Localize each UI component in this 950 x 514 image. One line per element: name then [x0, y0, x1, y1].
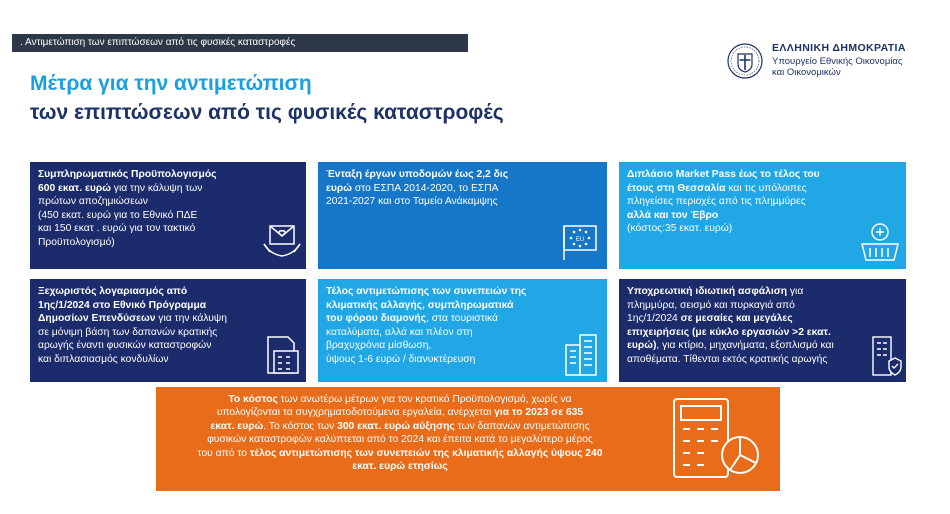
- eu-flag-icon: [560, 220, 600, 262]
- card7-text1: των ανωτέρω μέτρων για τον κρατικό Προϋπολογισμό, χωρίς να: [277, 394, 572, 405]
- card3-bold3: αλλά και τον Έβρο: [627, 209, 719, 221]
- card4-bold3: Δημοσίων Επενδύσεων: [38, 313, 156, 325]
- card3-bold2: έτους στη Θεσσαλία: [627, 182, 726, 194]
- card1-text5: Προϋπολογισμό): [38, 236, 115, 248]
- card7-bold3: εκατ. ευρώ: [210, 420, 264, 432]
- card4-bold2: 1ης/1/2024 στο Εθνικό Πρόγραμμα: [38, 299, 207, 311]
- card7-text5: φυσικών καταστροφών καλύπτεται από το 2024 και έπειτα κατά το μεγαλύτερο μέρος: [207, 434, 593, 446]
- logo-title: ΕΛΛΗΝΙΚΗ ΔΗΜΟΚΡΑΤΙΑ: [772, 42, 906, 54]
- card2-bold1: Ένταξη έργων υποδομών έως 2,2 δις: [326, 169, 509, 180]
- logo-subtitle-line2: και Οικονομικών: [772, 67, 841, 78]
- page-title-line2: των επιπτώσεων από τις φυσικές καταστροφές: [30, 101, 504, 124]
- breadcrumb-text: . Αντιμετώπιση των επιπτώσεων από τις φυσικές καταστροφές: [20, 37, 296, 48]
- logo-subtitle: [772, 56, 903, 78]
- card7-bold1: Το κόστος: [228, 394, 278, 405]
- card1-text4: και 150 εκατ . ευρώ για τον τακτικό: [38, 223, 196, 235]
- card3-text2: πληγείσες περιοχές από τις πλημμύρες: [627, 196, 806, 208]
- card3-text3: (κόστος:35 εκατ. ευρώ): [627, 223, 733, 235]
- card6-text5: αποθέματα. Τίθενται εκτός κρατικής αρωγής: [627, 353, 828, 365]
- card4-text3: αρωγής έναντι φυσικών καταστροφών: [38, 340, 212, 352]
- logo-subtitle-line1: Υπουργείο Εθνικής Οικονομίας: [772, 56, 903, 67]
- card6-bold4: ευρώ): [627, 340, 657, 352]
- card-infrastructure-espa: [318, 162, 607, 269]
- card4-text4: και διπλασιασμός κονδυλίων: [38, 353, 169, 365]
- page-title-line1: Μέτρα για την αντιμετώπιση: [30, 72, 312, 95]
- card1-text1: για την κάλυψη των: [110, 182, 203, 194]
- card7-bold2: για το 2023 σε 635: [494, 407, 584, 419]
- card-total-cost: [156, 387, 780, 491]
- card7-text4: των δαπανών αντιμετώπισης: [454, 420, 590, 432]
- card-separate-account: [30, 279, 306, 382]
- card7-text6: του από το: [197, 447, 250, 459]
- card-climate-fee: [318, 279, 607, 382]
- card6-text4: , για κτίριο, μηχανήματα, εξοπλισμό και: [656, 340, 834, 352]
- card5-bold1: Τέλος αντιμετώπισης των συνεπειών της: [326, 286, 527, 297]
- section-breadcrumb-bar: [12, 34, 468, 52]
- card6-bold3: επιχειρήσεις (με κύκλο εργασιών >2 εκατ.: [627, 326, 831, 338]
- calculator-pie-chart-icon: [670, 395, 762, 483]
- card6-text2: πλημμύρα, σεισμό και πυρκαγιά από: [627, 299, 795, 311]
- card5-bold2: κλιματικής αλλαγής, συμπληρωματικά: [326, 299, 514, 311]
- card-supplementary-budget: [30, 162, 306, 269]
- ministry-logo: [726, 42, 938, 82]
- card2-text2: 2021-2027 και στο Ταμείο Ανάκαμψης: [326, 196, 498, 208]
- card-market-pass: [619, 162, 906, 269]
- card4-bold1: Ξεχωριστός λογαριασμός από: [38, 286, 188, 297]
- card5-text2: καταλύματα, αλλά και πλέον στη: [326, 326, 473, 338]
- card5-text1: , στα τουριστικά: [426, 313, 498, 325]
- card1-text2: πρώτων αποζημιώσεων: [38, 196, 148, 208]
- card7-bold6: εκατ. ευρώ ετησίως: [352, 461, 448, 473]
- card2-bold2: ευρώ: [326, 182, 352, 194]
- card5-bold3: του φόρου διαμονής: [326, 313, 427, 325]
- card4-text1: για την κάλυψη: [155, 313, 227, 325]
- card1-text3: (450 εκατ. ευρώ για το Εθνικό ΠΔΕ: [38, 209, 198, 221]
- card7-bold5: τέλος αντιμετώπισης των συνεπειών της κλιματικής αλλαγής ύψους 240: [249, 447, 603, 459]
- card3-text1: και τις υπόλοιπες: [725, 182, 807, 194]
- card7-text2: υπολογίζονται τα συγχρηματοδοτούμενα εργαλεία, ανέρχεται: [216, 407, 495, 419]
- card6-text1: για: [787, 286, 804, 297]
- eu-label: EU: [575, 237, 585, 243]
- greek-emblem-icon: [726, 42, 764, 80]
- card7-bold4: 300 εκατ. ευρώ αύξησης: [337, 420, 455, 432]
- card7-text3: . Το κόστος των: [263, 420, 338, 432]
- card1-bold1: Συμπληρωματικός Προϋπολογισμός: [38, 169, 217, 180]
- card3-bold1: Διπλάσιο Market Pass έως το τέλος του: [627, 169, 820, 180]
- card6-bold1: Υποχρεωτική ιδιωτική ασφάλιση: [627, 286, 788, 297]
- card-private-insurance: [619, 279, 906, 382]
- card6-text3: 1ης/1/2024: [627, 313, 681, 325]
- card2-text1: στο ΕΣΠΑ 2014-2020, το ΕΣΠΑ: [351, 182, 499, 194]
- card4-text2: σε μόνιμη βάση των δαπανών κρατικής: [38, 326, 218, 338]
- card1-bold2: 600 εκατ. ευρώ: [38, 182, 111, 194]
- card6-bold2: σε μεσαίες και μεγάλες: [680, 313, 793, 325]
- card5-text3: βραχυχρόνια μίσθωση,: [326, 340, 432, 352]
- card5-text4: ύψους 1-6 ευρώ / διανυκτέρευση: [326, 353, 476, 365]
